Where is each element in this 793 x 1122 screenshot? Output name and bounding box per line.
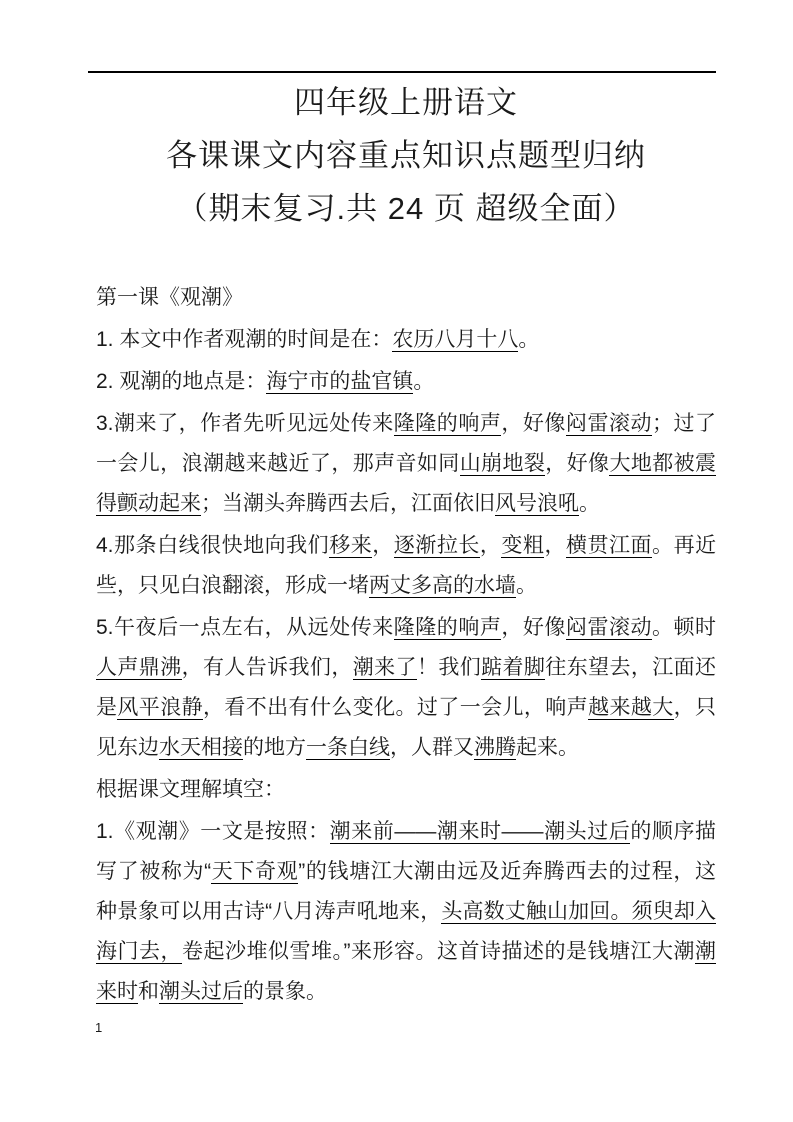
text-run: 。 bbox=[579, 492, 600, 515]
underlined-text: 天下奇观 bbox=[211, 860, 299, 883]
underlined-text: 越来越大 bbox=[588, 696, 674, 719]
item-4 bbox=[96, 526, 716, 606]
text-run: 往东望去，江面还是 bbox=[96, 656, 717, 719]
text-run: 4.那条白线很快地向我们 bbox=[96, 534, 330, 557]
underlined-text: 隆隆的响声 bbox=[393, 616, 502, 639]
underlined-text: 一条白线 bbox=[306, 736, 390, 759]
text-run: 。再近些，只见白浪翻滚，形成一堵 bbox=[96, 534, 717, 597]
underlined-text: 山崩地裂 bbox=[459, 452, 546, 475]
text-run: 卷起沙堆似雪堆。”来形容。这首诗描述的是钱塘江大潮 bbox=[182, 940, 695, 963]
item-5 bbox=[96, 608, 716, 768]
text-run: ， bbox=[544, 534, 566, 557]
fill-in-1 bbox=[96, 812, 716, 1012]
text-run: 第一课《观潮》 bbox=[96, 286, 243, 309]
underlined-text: 农历八月十八 bbox=[392, 328, 519, 351]
lesson-heading bbox=[96, 278, 716, 318]
underlined-text: 头高数丈触山加回。须臾却入海门去， bbox=[96, 900, 716, 963]
text-run: 的地方 bbox=[243, 736, 306, 759]
underlined-text: 逐渐拉长 bbox=[393, 534, 480, 557]
text-run: ， bbox=[479, 534, 502, 557]
underlined-text: 水天相接 bbox=[159, 736, 243, 759]
text-run: ，好像 bbox=[501, 412, 566, 435]
text-run: 5.午夜后一点左右，从远处传来 bbox=[96, 616, 394, 639]
underlined-text: 沸腾 bbox=[474, 736, 516, 759]
title-line-1: 四年级上册语文 bbox=[294, 85, 518, 120]
text-run: ，看不出有什么变化。过了一会儿，响声 bbox=[202, 696, 589, 719]
text-run: 和 bbox=[138, 980, 159, 1003]
text-run: 起来。 bbox=[516, 736, 579, 759]
text-run: 的顺序描写了被称为“ bbox=[96, 820, 717, 883]
title-line-3: （期末复习.共 24 页 超级全面） bbox=[176, 191, 636, 226]
underlined-text: 隆隆的响声 bbox=[393, 412, 502, 435]
text-run: ”的钱塘江大潮由远及近奔腾西去的过程，这种景象可以用古诗“八月涛声吼地来， bbox=[96, 860, 717, 923]
document-title bbox=[96, 76, 716, 235]
underlined-text: 海宁市的盐官镇 bbox=[266, 370, 414, 393]
item-3 bbox=[96, 404, 716, 524]
underlined-text: 横贯江面 bbox=[565, 534, 653, 557]
text-run: 的景象。 bbox=[243, 980, 327, 1003]
text-run: ，只见东边 bbox=[96, 696, 717, 759]
text-run: ，人群又 bbox=[390, 736, 474, 759]
text-run: 。 bbox=[516, 574, 537, 597]
underlined-text: 闷雷滚动 bbox=[565, 616, 652, 639]
text-run: ，好像 bbox=[545, 452, 610, 475]
underlined-text: 潮来时 bbox=[96, 940, 716, 1003]
underlined-text: 变粗 bbox=[501, 534, 545, 557]
fill-in-heading bbox=[96, 770, 716, 810]
underlined-text: 潮来前——潮来时——潮头过后 bbox=[329, 820, 631, 843]
text-run: ；过了一会儿，浪潮越来越近了，那声音如同 bbox=[96, 412, 717, 475]
underlined-text: 移来 bbox=[329, 534, 373, 557]
text-run: 根据课文理解填空： bbox=[96, 778, 285, 801]
item-1 bbox=[96, 320, 716, 360]
page-number: 1 bbox=[95, 1020, 103, 1035]
text-run: 1. 本文中作者观潮的时间是在： bbox=[96, 328, 393, 351]
item-2 bbox=[96, 362, 716, 402]
underlined-text: 闷雷滚动 bbox=[565, 412, 652, 435]
underlined-text: 两丈多高的水墙 bbox=[369, 574, 516, 597]
text-run: 。 bbox=[413, 370, 435, 393]
document-body bbox=[96, 278, 716, 1014]
text-run: 。顿时 bbox=[652, 616, 717, 639]
text-run: 3.潮来了，作者先听见远处传来 bbox=[96, 412, 394, 435]
text-run: ， bbox=[372, 534, 394, 557]
text-run: 2. 观潮的地点是： bbox=[96, 370, 267, 393]
text-run: 1.《观潮》一文是按照： bbox=[96, 820, 330, 843]
text-run: ，有人告诉我们， bbox=[181, 656, 353, 679]
title-line-2: 各课课文内容重点知识点题型归纳 bbox=[166, 138, 646, 173]
underlined-text: 风平浪静 bbox=[117, 696, 203, 719]
text-run: ，好像 bbox=[501, 616, 566, 639]
text-run: ；当潮头奔腾西去后，江面依旧 bbox=[201, 492, 495, 515]
text-run: ！我们 bbox=[416, 656, 482, 679]
header-rule bbox=[88, 71, 716, 73]
underlined-text: 踮着脚 bbox=[481, 656, 546, 679]
underlined-text: 风号浪吼 bbox=[495, 492, 579, 515]
underlined-text: 人声鼎沸 bbox=[96, 656, 182, 679]
underlined-text: 大地都被震得颤动起来 bbox=[96, 452, 717, 515]
text-run: 。 bbox=[518, 328, 540, 351]
underlined-text: 潮头过后 bbox=[159, 980, 243, 1003]
underlined-text: 潮来了 bbox=[352, 656, 417, 679]
